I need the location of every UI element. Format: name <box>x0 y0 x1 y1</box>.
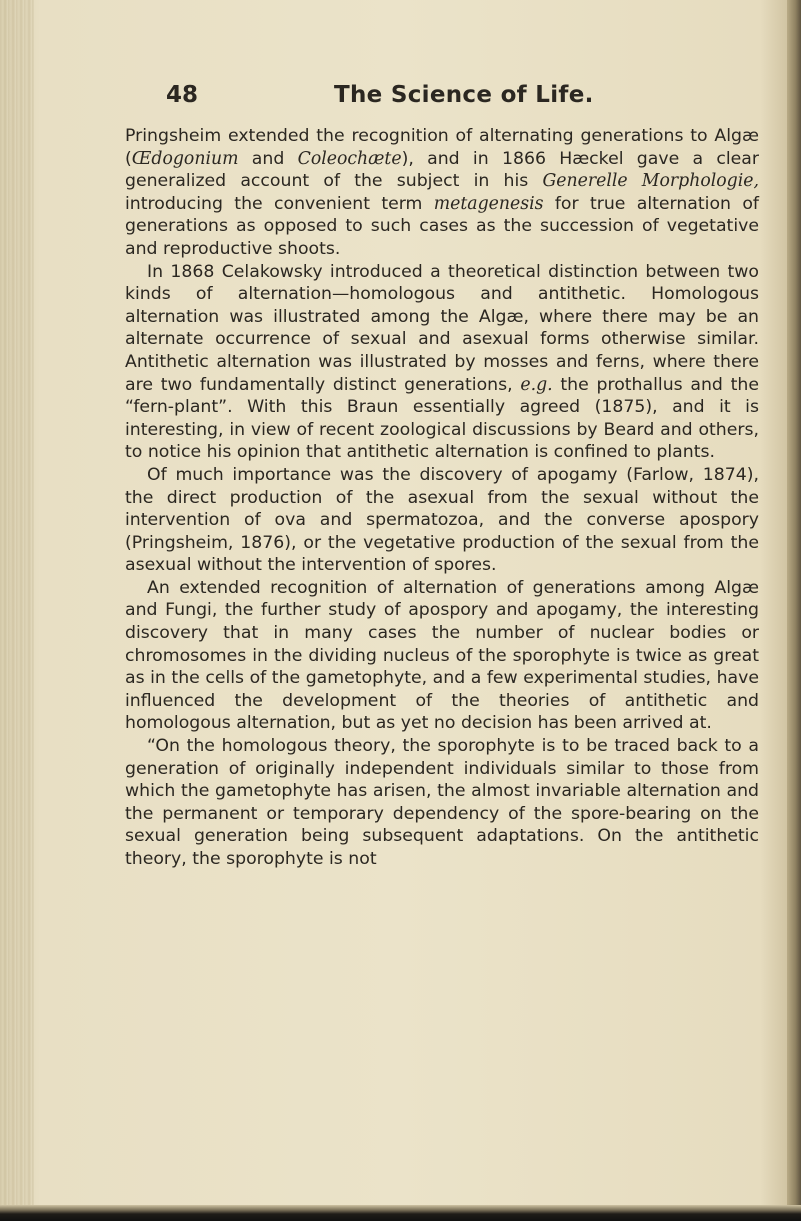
italic-text: Generelle Morphologie, <box>542 171 759 192</box>
running-title: The Science of Life. <box>334 82 594 108</box>
paragraph <box>125 125 759 261</box>
text-run: for true alternation of generations as opposed to such cases as the succession of vegetative and reproductive shoots. <box>125 193 759 259</box>
text-run: An extended recognition of alternation of generations among Algæ and Fungi, the further study of apospory and apogamy, the interesting discovery that in many cases the number of nuclear bodies or chromosomes in the dividing nucleus of the sporophyte is twice as great as in the cells of the gametophyte, and a few experimental studies, have influenced the development of the theories of antithetic and homologous alternation, but as yet no decision has been arrived at. <box>125 577 759 734</box>
text-run: In 1868 Celakowsky introduced a theoretical distinction between two kinds of alternation—homologous and antithetic. Homologous alternation was illustrated among the Algæ, where there may be an alternate occurrence of sexual and asexual forms otherwise similar. Antithetic alternation was illustrated by mosses and ferns, where there are two fundamentally distinct generations, <box>125 261 759 395</box>
text-run: Pringsheim extended the recognition of alternating generations to Algæ ( <box>125 126 759 169</box>
text-run: introducing the convenient term <box>125 193 434 214</box>
paragraph <box>125 735 759 871</box>
page-bottom-edge <box>0 1205 801 1221</box>
paragraph <box>125 577 759 735</box>
page-gutter-shadow <box>0 0 34 1221</box>
italic-text: e.g. <box>520 374 553 395</box>
italic-text: Œdogonium <box>131 148 239 169</box>
text-run: Of much importance was the discovery of apogamy (Farlow, 1874), the direct production of the asexual from the sexual without the intervention of ova and spermatozoa, and the converse apospory (Pringsheim, 1876), or the vegetative production of the sexual from the asexual without the intervention of spores. <box>125 464 759 576</box>
text-run: and <box>238 148 298 169</box>
paragraph <box>125 261 759 464</box>
text-run: the prothallus and the “fern-plant”. With this Braun essentially agreed (1875), and it is interesting, in view of recent zoological discussions by Beard and others, to notice his opinion that antithetic alternation is confined to plants. <box>125 374 759 463</box>
page-right-edge <box>787 0 801 1221</box>
text-run: “On the homologous theory, the sporophyte is to be traced back to a generation of originally independent individuals similar to those from which the gametophyte has arisen, the almost invariable alternation and the permanent or temporary dependency of the spore-bearing on the sexual generation being subsequent adaptations. On the antithetic theory, the sporophyte is not <box>125 736 759 869</box>
running-header <box>160 82 760 118</box>
italic-text: metagenesis <box>433 193 544 214</box>
page-number: 48 <box>166 82 199 108</box>
text-run: ), and in 1866 Hæckel gave a clear generalized account of the subject in his <box>125 148 759 192</box>
body-text <box>125 125 759 871</box>
italic-text: Coleochæte <box>297 148 402 169</box>
paragraph <box>125 464 759 577</box>
